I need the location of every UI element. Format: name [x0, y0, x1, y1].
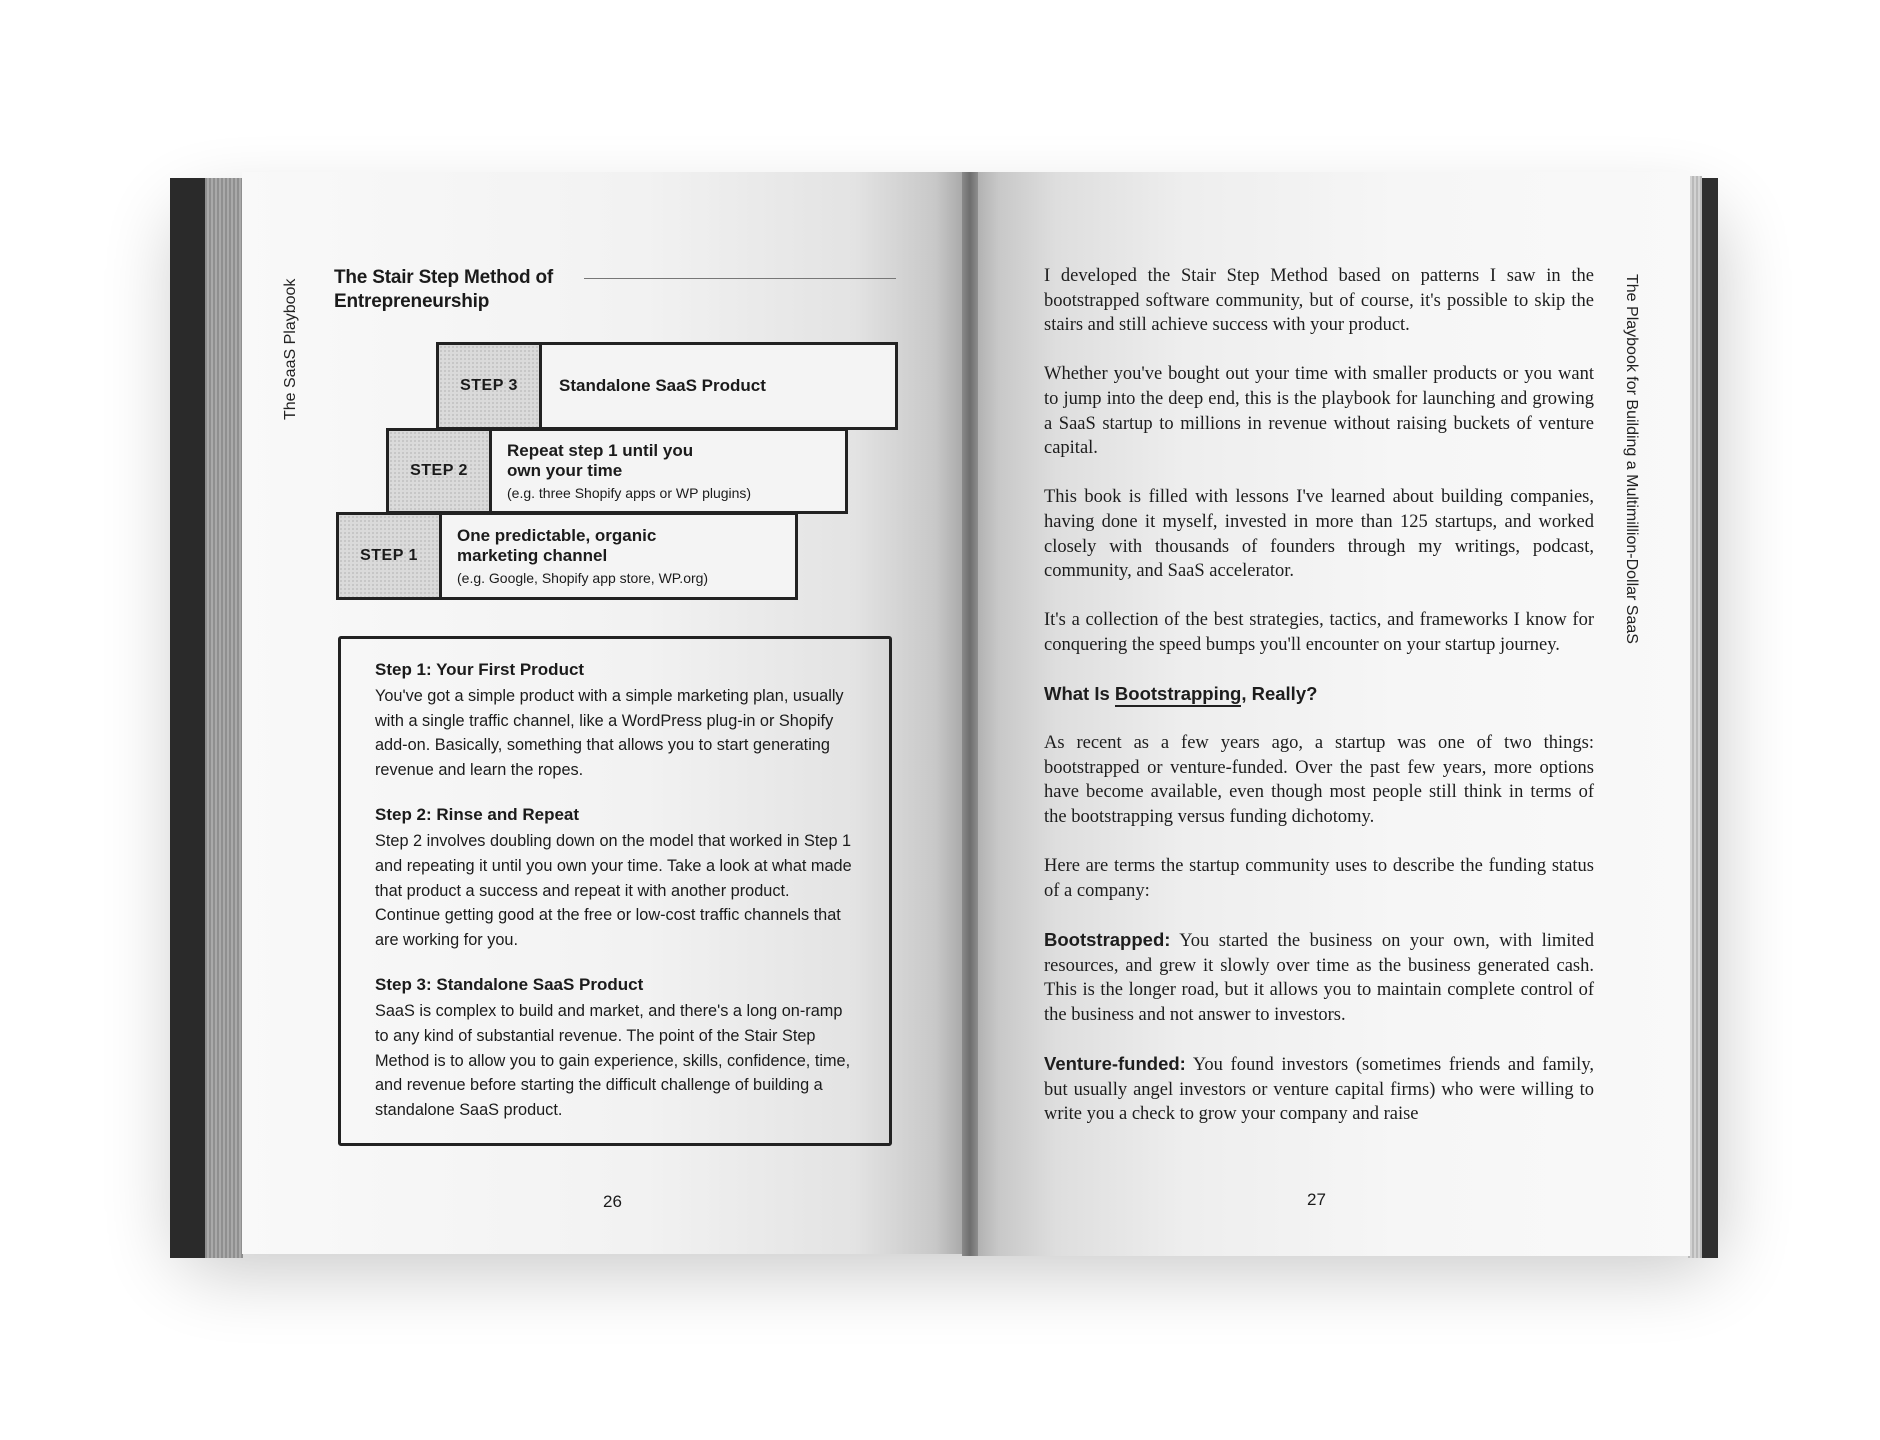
- box-heading: Step 3: Standalone SaaS Product: [375, 975, 644, 995]
- front-cover-edge: [1700, 178, 1718, 1258]
- step-heading: Repeat step 1 until you: [507, 440, 694, 460]
- body-paragraph: It's a collection of the best strategies, tactics, and frameworks I know for conquering the speed bumps you'll encounter on your startup journey.: [1044, 610, 1594, 655]
- subheading-suffix: , Really?: [1241, 683, 1318, 705]
- stair-step-1: [336, 512, 798, 600]
- left-page-block-edges: [205, 178, 243, 1258]
- book-gutter: [962, 172, 978, 1256]
- box-paragraph: You've got a simple product with a simple marketing plan, usually with a single traffic channel, like a WordPress plug-in or Shopify add-on. Basically, something that allows you to start generating revenue and learn the ropes.: [375, 687, 844, 779]
- step-heading-line2: marketing channel: [457, 545, 608, 565]
- page-number-right: 27: [1307, 1190, 1326, 1209]
- right-page-body: [1044, 264, 1594, 1127]
- steps-explainer-box: [338, 636, 892, 1146]
- subheading: [1044, 682, 1594, 707]
- step-note: (e.g. three Shopify apps or WP plugins): [507, 484, 752, 501]
- step-body: [457, 515, 787, 597]
- term-label: Venture-funded:: [1044, 1053, 1186, 1074]
- step-note: (e.g. Google, Shopify app store, WP.org): [457, 569, 709, 586]
- step-tag: STEP 3: [439, 345, 542, 427]
- step-tag: STEP 2: [389, 431, 492, 511]
- step-heading: One predictable, organic: [457, 525, 657, 545]
- section-title: [334, 266, 553, 314]
- body-paragraph: Here are terms the startup community uses to describe the funding status of a company:: [1044, 856, 1594, 901]
- stair-step-2: [386, 428, 848, 514]
- box-heading: Step 1: Your First Product: [375, 660, 585, 679]
- page-number-left: 26: [603, 1192, 622, 1211]
- term-definition: You started the business on your own, with limited resources, and grew it slowly over time as the business generated cash. This is the longer road, but it allows you to maintain complete control of the business and not answer to investors.: [1044, 931, 1594, 1025]
- running-head-left: The SaaS Playbook: [282, 278, 299, 420]
- term-label: Bootstrapped:: [1044, 929, 1171, 951]
- step-tag: STEP 1: [339, 515, 442, 597]
- box-paragraph: Step 2 involves doubling down on the model that worked in Step 1 and repeating it until you own your time. Take a look at what made that product a success and repeat it with another product. Continue getting good at the free or low-cost traffic channels that are working for you.: [375, 832, 852, 949]
- back-cover-edge: [170, 178, 210, 1258]
- running-head-right: The Playbook for Building a Multimillion-Dollar SaaS: [1623, 274, 1640, 644]
- box-heading: Step 2: Rinse and Repeat: [375, 805, 580, 825]
- stair-step-3: [436, 342, 898, 430]
- box-paragraph: SaaS is complex to build and market, and there's a long on-ramp to any kind of substantial revenue. The point of the Stair Step Method is to allow you to gain experience, skills, confidence, time, and revenue before starting the difficult challenge of building a standalone SaaS product.: [375, 1002, 851, 1119]
- section-title-line2: Entrepreneurship: [334, 291, 490, 312]
- term-paragraph: [1044, 1052, 1594, 1127]
- subheading-prefix: What Is: [1044, 683, 1115, 705]
- body-paragraph: As recent as a few years ago, a startup was one of two things: bootstrapped or venture-funded. Over the past few years, more options have become available, even though most people still think in terms of the bootstrapping versus funding dichotomy.: [1044, 733, 1594, 828]
- section-title-line1: The Stair Step Method of: [334, 267, 553, 288]
- subheading-underlined-word: Bootstrapping: [1115, 683, 1241, 707]
- step-body: [507, 431, 837, 511]
- body-paragraph: This book is filled with lessons I've learned about building companies, having done it myself, invested in more than 125 startups, and worked closely with thousands of founders through my writings, podcast, community, and SaaS accelerator.: [1044, 487, 1594, 582]
- right-page-block-edges: [1688, 176, 1702, 1258]
- title-rule: [584, 278, 896, 279]
- step-heading: Standalone SaaS Product: [559, 376, 766, 395]
- step-heading-line2: own your time: [507, 460, 623, 480]
- term-definition: You found investors (sometimes friends and family, but usually angel investors or venture capital firms) who were willing to write you a check to grow your company and raise: [1044, 1055, 1594, 1125]
- step-body: [559, 345, 887, 427]
- body-paragraph: I developed the Stair Step Method based on patterns I saw in the bootstrapped software community, but of course, it's possible to skip the stairs and still achieve success with your product.: [1044, 266, 1594, 336]
- term-paragraph: [1044, 928, 1594, 1027]
- body-paragraph: Whether you've bought out your time with smaller products or you want to jump into the deep end, this is the playbook for launching and growing a SaaS startup to millions in revenue without raising buckets of venture capital.: [1044, 364, 1594, 459]
